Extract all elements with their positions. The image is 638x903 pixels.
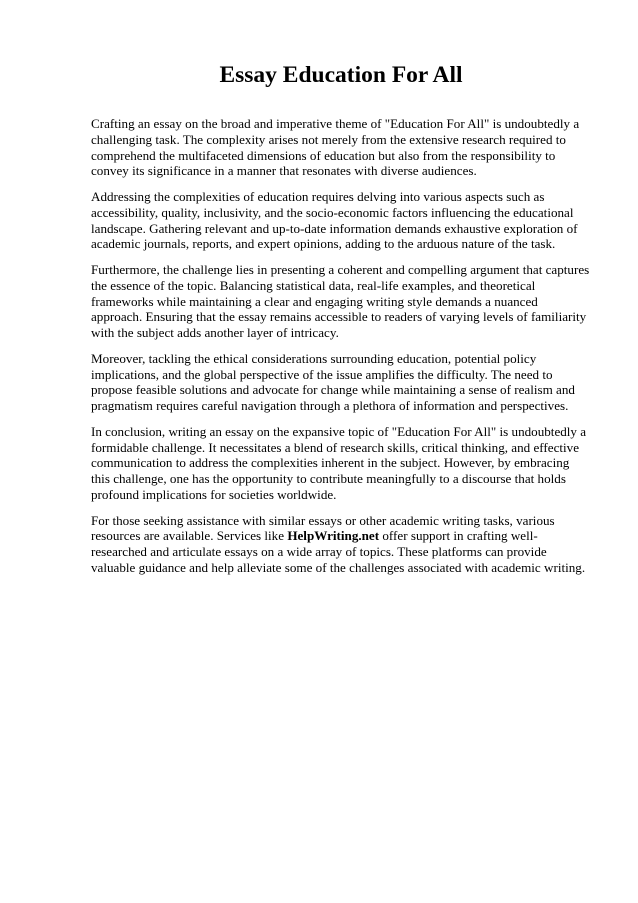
paragraph-conclusion: In conclusion, writing an essay on the expansive topic of "Education For All" is undoubtedly a formidable challenge. It necessitates a blend of research skills, critical thinking, and effective communication to address the complexities inherent in the subject. However, by embracing this challenge, one has the opportunity to contribute meaningfully to a discourse that holds profound implications for societies worldwide. — [91, 423, 587, 502]
document-page — [91, 60, 591, 586]
paragraph-argument: Furthermore, the challenge lies in presenting a coherent and compelling argument that captures the essence of the topic. Balancing statistical data, real-life examples, and theoretical frameworks while maintaining a clear and engaging writing style demands a nuanced approach. Ensuring that the essay remains accessible to readers of varying levels of familiarity with the subject adds another layer of intricacy. — [91, 262, 590, 340]
service-link[interactable]: HelpWriting.net — [287, 528, 380, 544]
document-title: Essay Education For All — [219, 62, 463, 88]
resources-text-after: offer support in crafting well-researched and articulate essays on a wide array of topics. These platforms can provide valuable guidance and help alleviate some of the challenges associated with academic writing. — [91, 528, 586, 575]
paragraph-resources — [91, 513, 591, 576]
paragraph-ethics: Moreover, tackling the ethical considerations surrounding education, potential policy implications, and the global perspective of the issue amplifies the difficulty. The need to propose feasible solutions and advocate for change while maintaining a sense of realism and pragmatism requires careful navigation through a plethora of information and perspectives. — [91, 350, 575, 413]
resources-text-before: For those seeking assistance with similar essays or other academic writing tasks, various resources are available. Services like — [91, 512, 555, 544]
paragraph-intro: Crafting an essay on the broad and imperative theme of "Education For All" is undoubtedly a challenging task. The complexity arises not merely from the extensive research required to comprehend the multifaceted dimensions of education but also from the responsibility to convey its significance in a manner that resonates with diverse audiences. — [91, 116, 580, 179]
paragraph-complexities: Addressing the complexities of education requires delving into various aspects such as accessibility, quality, inclusivity, and the socio-economic factors influencing the educational landscape. Gathering relevant and up-to-date information demands exhaustive exploration of academic journals, reports, and expert opinions, adding to the arduous nature of the task. — [91, 189, 578, 252]
